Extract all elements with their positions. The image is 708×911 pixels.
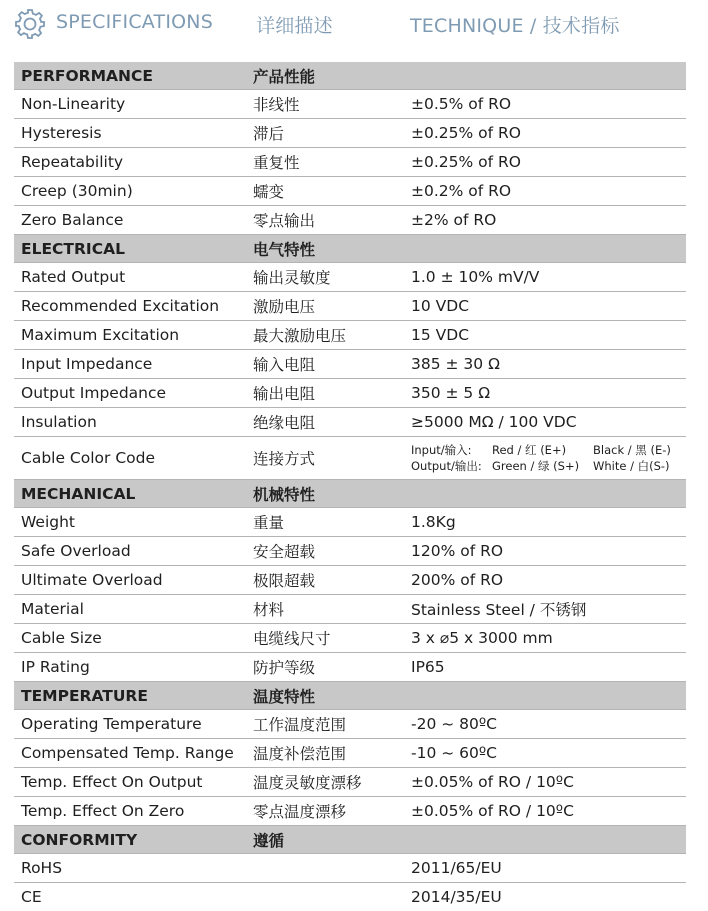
section-blank xyxy=(404,826,686,854)
spec-label-en: Ultimate Overload xyxy=(14,566,246,595)
spec-label-cn: 工作温度范围 xyxy=(246,710,404,739)
spec-value: ±0.05% of RO / 10ºC xyxy=(404,768,686,797)
spec-value: 3 x ⌀5 x 3000 mm xyxy=(404,624,686,653)
section-header xyxy=(14,62,686,90)
spec-label-cn: 输出电阻 xyxy=(246,379,404,408)
section-title-en: ELECTRICAL xyxy=(14,235,246,263)
cable-output-positive: Green / 绿 (S+) xyxy=(492,458,593,474)
spec-label-en: CE xyxy=(14,883,246,911)
spec-label-cn: 材料 xyxy=(246,595,404,624)
spec-label-en: Input Impedance xyxy=(14,350,246,379)
section-blank xyxy=(404,235,686,263)
spec-label-en: Maximum Excitation xyxy=(14,321,246,350)
spec-row xyxy=(14,206,686,235)
spec-label-cn: 安全超载 xyxy=(246,537,404,566)
spec-row xyxy=(14,292,686,321)
spec-label-cn xyxy=(246,883,404,911)
spec-value: 350 ± 5 Ω xyxy=(404,379,686,408)
spec-value: IP65 xyxy=(404,653,686,682)
spec-row xyxy=(14,408,686,437)
section-title-en: CONFORMITY xyxy=(14,826,246,854)
section-header xyxy=(14,682,686,710)
spec-row xyxy=(14,854,686,883)
spec-label-en: Hysteresis xyxy=(14,119,246,148)
spec-label-en: Safe Overload xyxy=(14,537,246,566)
spec-label-cn: 连接方式 xyxy=(246,437,404,480)
spec-row xyxy=(14,119,686,148)
spec-label-cn: 蠕变 xyxy=(246,177,404,206)
spec-label-cn: 非线性 xyxy=(246,90,404,119)
spec-label-cn: 温度补偿范围 xyxy=(246,739,404,768)
spec-label-cn xyxy=(246,854,404,883)
spec-label-cn: 激励电压 xyxy=(246,292,404,321)
cable-input-line xyxy=(411,442,686,458)
spec-row xyxy=(14,768,686,797)
spec-row xyxy=(14,710,686,739)
section-header xyxy=(14,826,686,854)
spec-label-en: Output Impedance xyxy=(14,379,246,408)
spec-value: Stainless Steel / 不锈钢 xyxy=(404,595,686,624)
spec-row xyxy=(14,595,686,624)
spec-row xyxy=(14,148,686,177)
spec-label-en: RoHS xyxy=(14,854,246,883)
spec-row xyxy=(14,739,686,768)
spec-label-cn: 重量 xyxy=(246,508,404,537)
spec-label-cn: 输入电阻 xyxy=(246,350,404,379)
spec-value: 120% of RO xyxy=(404,537,686,566)
spec-table xyxy=(14,62,686,911)
spec-label-cn: 极限超载 xyxy=(246,566,404,595)
spec-label-en: Weight xyxy=(14,508,246,537)
section-title-en: TEMPERATURE xyxy=(14,682,246,710)
spec-label-en: Cable Size xyxy=(14,624,246,653)
spec-label-en: Creep (30min) xyxy=(14,177,246,206)
spec-label-en: Rated Output xyxy=(14,263,246,292)
section-blank xyxy=(404,480,686,508)
spec-value: -10 ~ 60ºC xyxy=(404,739,686,768)
spec-value: 1.8Kg xyxy=(404,508,686,537)
spec-row xyxy=(14,537,686,566)
cable-input-negative: Black / 黑 (E-) xyxy=(593,442,671,458)
section-title-cn: 产品性能 xyxy=(246,62,404,90)
spec-row xyxy=(14,653,686,682)
cable-output-negative: White / 白(S-) xyxy=(593,458,670,474)
spec-label-cn: 绝缘电阻 xyxy=(246,408,404,437)
spec-label-en: Non-Linearity xyxy=(14,90,246,119)
header-title-en: SPECIFICATIONS xyxy=(56,11,213,33)
section-blank xyxy=(404,682,686,710)
spec-header xyxy=(0,0,708,50)
spec-label-en: Temp. Effect On Output xyxy=(14,768,246,797)
spec-row xyxy=(14,883,686,911)
spec-row xyxy=(14,177,686,206)
section-title-en: PERFORMANCE xyxy=(14,62,246,90)
spec-row xyxy=(14,797,686,826)
header-title-cn: 详细描述 xyxy=(256,11,333,38)
spec-value: 2014/35/EU xyxy=(404,883,686,911)
spec-value: ±0.5% of RO xyxy=(404,90,686,119)
spec-table-body xyxy=(14,62,686,911)
cable-color-code xyxy=(404,437,686,480)
spec-value: 200% of RO xyxy=(404,566,686,595)
spec-value: 1.0 ± 10% mV/V xyxy=(404,263,686,292)
cable-output-label: Output/输出: xyxy=(411,458,492,474)
spec-value: ≥5000 MΩ / 100 VDC xyxy=(404,408,686,437)
section-blank xyxy=(404,62,686,90)
spec-value: 10 VDC xyxy=(404,292,686,321)
spec-row xyxy=(14,437,686,480)
spec-label-cn: 零点温度漂移 xyxy=(246,797,404,826)
spec-value: 2011/65/EU xyxy=(404,854,686,883)
spec-label-en: Cable Color Code xyxy=(14,437,246,480)
spec-label-en: Insulation xyxy=(14,408,246,437)
spec-label-en: Operating Temperature xyxy=(14,710,246,739)
section-title-cn: 电气特性 xyxy=(246,235,404,263)
cable-output-line xyxy=(411,458,686,474)
spec-label-cn: 滞后 xyxy=(246,119,404,148)
spec-label-en: Recommended Excitation xyxy=(14,292,246,321)
spec-label-en: Repeatability xyxy=(14,148,246,177)
section-header xyxy=(14,235,686,263)
spec-label-cn: 重复性 xyxy=(246,148,404,177)
spec-value: ±0.05% of RO / 10ºC xyxy=(404,797,686,826)
spec-value: ±2% of RO xyxy=(404,206,686,235)
spec-label-en: Temp. Effect On Zero xyxy=(14,797,246,826)
spec-label-en: Compensated Temp. Range xyxy=(14,739,246,768)
spec-row xyxy=(14,566,686,595)
section-title-cn: 机械特性 xyxy=(246,480,404,508)
spec-label-cn: 电缆线尺寸 xyxy=(246,624,404,653)
gear-icon xyxy=(14,8,46,40)
spec-row xyxy=(14,263,686,292)
section-title-cn: 遵循 xyxy=(246,826,404,854)
spec-row xyxy=(14,321,686,350)
section-header xyxy=(14,480,686,508)
header-title-fr: TECHNIQUE / 技术指标 xyxy=(410,11,620,38)
spec-label-cn: 温度灵敏度漂移 xyxy=(246,768,404,797)
spec-value: ±0.25% of RO xyxy=(404,148,686,177)
section-title-en: MECHANICAL xyxy=(14,480,246,508)
spec-row xyxy=(14,508,686,537)
spec-row xyxy=(14,624,686,653)
spec-label-en: IP Rating xyxy=(14,653,246,682)
spec-label-en: Material xyxy=(14,595,246,624)
spec-label-en: Zero Balance xyxy=(14,206,246,235)
cable-input-label: Input/输入: xyxy=(411,442,492,458)
spec-label-cn: 最大激励电压 xyxy=(246,321,404,350)
spec-row xyxy=(14,90,686,119)
cable-input-positive: Red / 红 (E+) xyxy=(492,442,593,458)
spec-row xyxy=(14,379,686,408)
spec-label-cn: 零点输出 xyxy=(246,206,404,235)
spec-value: ±0.25% of RO xyxy=(404,119,686,148)
spec-value: -20 ~ 80ºC xyxy=(404,710,686,739)
spec-value: 15 VDC xyxy=(404,321,686,350)
spec-label-cn: 防护等级 xyxy=(246,653,404,682)
spec-label-cn: 输出灵敏度 xyxy=(246,263,404,292)
spec-value: ±0.2% of RO xyxy=(404,177,686,206)
section-title-cn: 温度特性 xyxy=(246,682,404,710)
spec-row xyxy=(14,350,686,379)
spec-value: 385 ± 30 Ω xyxy=(404,350,686,379)
